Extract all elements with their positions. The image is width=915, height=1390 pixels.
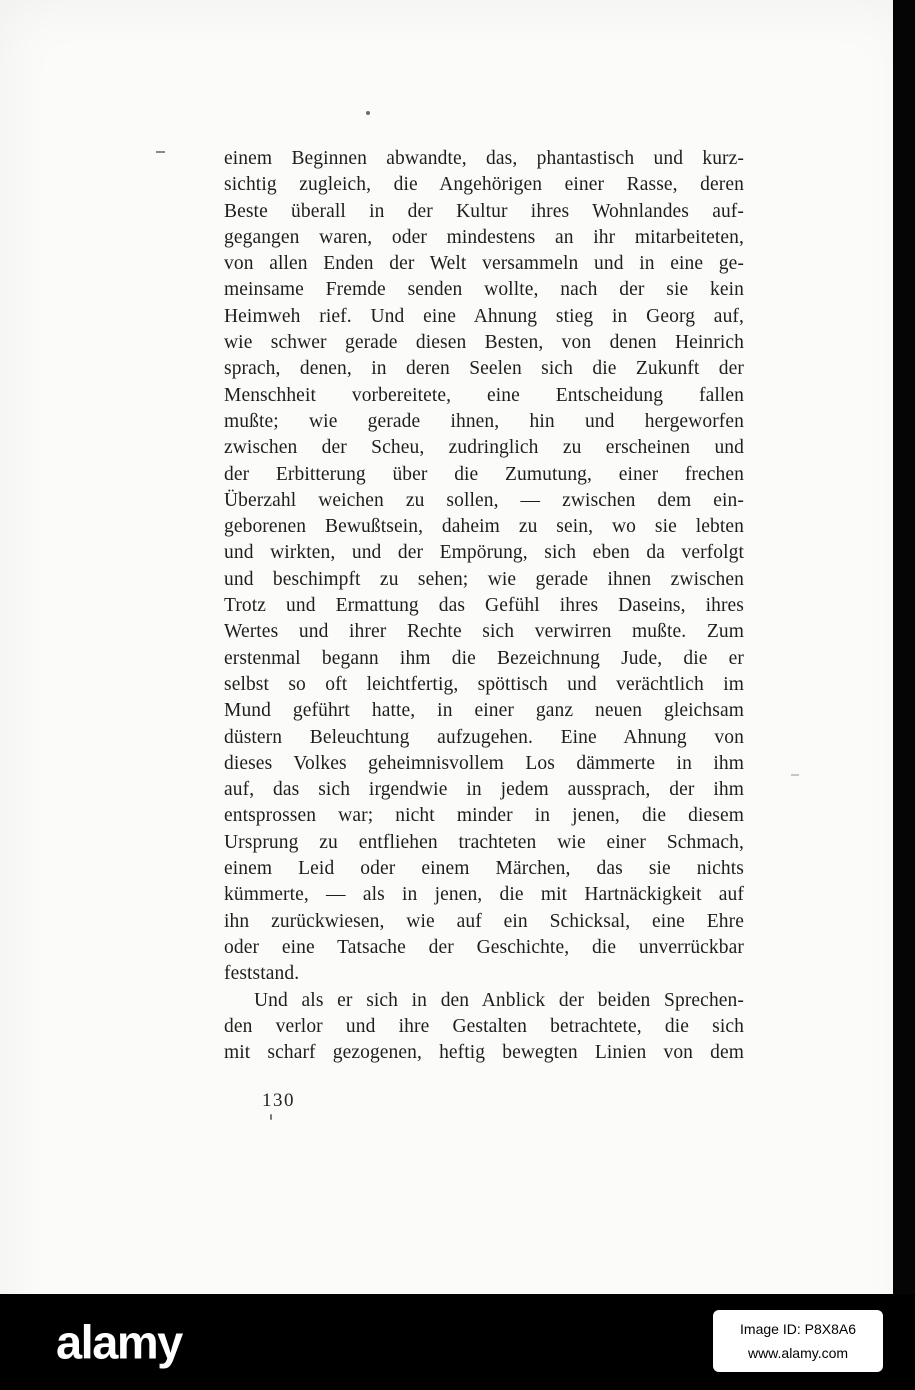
text-line: selbst so oft leichtfertig, spöttisch und verächtlich im xyxy=(224,673,744,695)
text-line: Trotz und Ermattung das Gefühl ihres Daseins, ihres xyxy=(224,595,744,617)
text-line: einem Beginnen abwandte, das, phantastisch und kurz- xyxy=(224,148,744,169)
text-line: zwischen der Scheu, zudringlich zu erscheinen und xyxy=(224,437,744,459)
text-line: der Erbitterung über die Zumutung, einer frechen xyxy=(224,463,744,485)
text-line: erstenmal begann ihm die Bezeichnung Jude, die er xyxy=(224,647,744,669)
text-line: sprach, denen, in deren Seelen sich die Zukunft der xyxy=(224,358,744,380)
image-id-box xyxy=(713,1310,883,1372)
text-line: Überzahl weichen zu sollen, — zwischen dem ein- xyxy=(224,489,744,511)
page-number: 130 xyxy=(262,1090,295,1111)
text-line: ihn zurückwiesen, wie auf ein Schicksal, eine Ehre xyxy=(224,910,744,932)
text-line: und wirkten, und der Empörung, sich eben da verfolgt xyxy=(224,542,744,564)
text-line: Mund geführt hatte, in einer ganz neuen gleichsam xyxy=(224,700,744,722)
text-line: mit scharf gezogenen, heftig bewegten Linien von dem xyxy=(224,1042,744,1064)
image-id-value: P8X8A6 xyxy=(804,1321,856,1337)
paragraph xyxy=(224,988,744,1067)
text-line: wie schwer gerade diesen Besten, von denen Heinrich xyxy=(224,332,744,354)
image-id-row xyxy=(719,1321,877,1337)
scan-border-strip xyxy=(893,0,915,1390)
text-line: Und als er sich in den Anblick der beiden Sprechen- xyxy=(254,989,744,1011)
text-line: Beste überall in der Kultur ihres Wohnlandes auf- xyxy=(224,200,744,222)
text-line: auf, das sich irgendwie in jedem aussprach, der ihm xyxy=(224,779,744,801)
scan-artifact-dot xyxy=(366,111,370,115)
text-line: von allen Enden der Welt versammeln und in eine ge- xyxy=(224,253,744,275)
text-line: kümmerte, — als in jenen, die mit Hartnäckigkeit auf xyxy=(224,884,744,906)
text-line: Menschheit vorbereitete, eine Entscheidung fallen xyxy=(224,384,744,406)
text-line: den verlor und ihre Gestalten betrachtete, die sich xyxy=(224,1015,744,1037)
text-line: Ursprung zu entfliehen trachteten wie einer Schmach, xyxy=(224,831,744,853)
text-line: gegangen waren, oder mindestens an ihr mitarbeiteten, xyxy=(224,226,744,248)
text-line: dieses Volkes geheimnisvollem Los dämmerte in ihm xyxy=(224,752,744,774)
text-line: mußte; wie gerade ihnen, hin und hergeworfen xyxy=(224,410,744,432)
text-line: entsprossen war; nicht minder in jenen, die diesem xyxy=(224,805,744,827)
text-line: meinsame Fremde senden wollte, nach der sie kein xyxy=(224,279,744,301)
text-line: Wertes und ihrer Rechte sich verwirren mußte. Zum xyxy=(224,621,744,643)
text-line: und beschimpft zu sehen; wie gerade ihnen zwischen xyxy=(224,568,744,590)
alamy-url: www.alamy.com xyxy=(747,1345,849,1361)
text-line: oder eine Tatsache der Geschichte, die unverrückbar xyxy=(224,936,744,958)
scan-artifact-dash-right xyxy=(791,774,799,776)
scan-artifact-dash-left xyxy=(156,151,165,153)
text-line: sichtig zugleich, die Angehörigen einer Rasse, deren xyxy=(224,174,744,196)
paragraph xyxy=(224,146,744,988)
text-line: Heimweh rief. Und eine Ahnung stieg in Georg auf, xyxy=(224,305,744,327)
image-id-label: Image ID: xyxy=(740,1321,801,1337)
text-line: geborenen Bewußtsein, daheim zu sein, wo sie lebten xyxy=(224,516,744,538)
alamy-logo: alamy xyxy=(56,1315,182,1369)
scan-artifact-pagenum-mark xyxy=(270,1114,272,1120)
text-line: feststand. xyxy=(224,963,300,985)
text-line: düstern Beleuchtung aufzugehen. Eine Ahnung von xyxy=(224,726,744,748)
watermark-bar xyxy=(0,1294,915,1390)
text-block xyxy=(224,146,744,1066)
text-line: einem Leid oder einem Märchen, das sie nichts xyxy=(224,858,744,880)
